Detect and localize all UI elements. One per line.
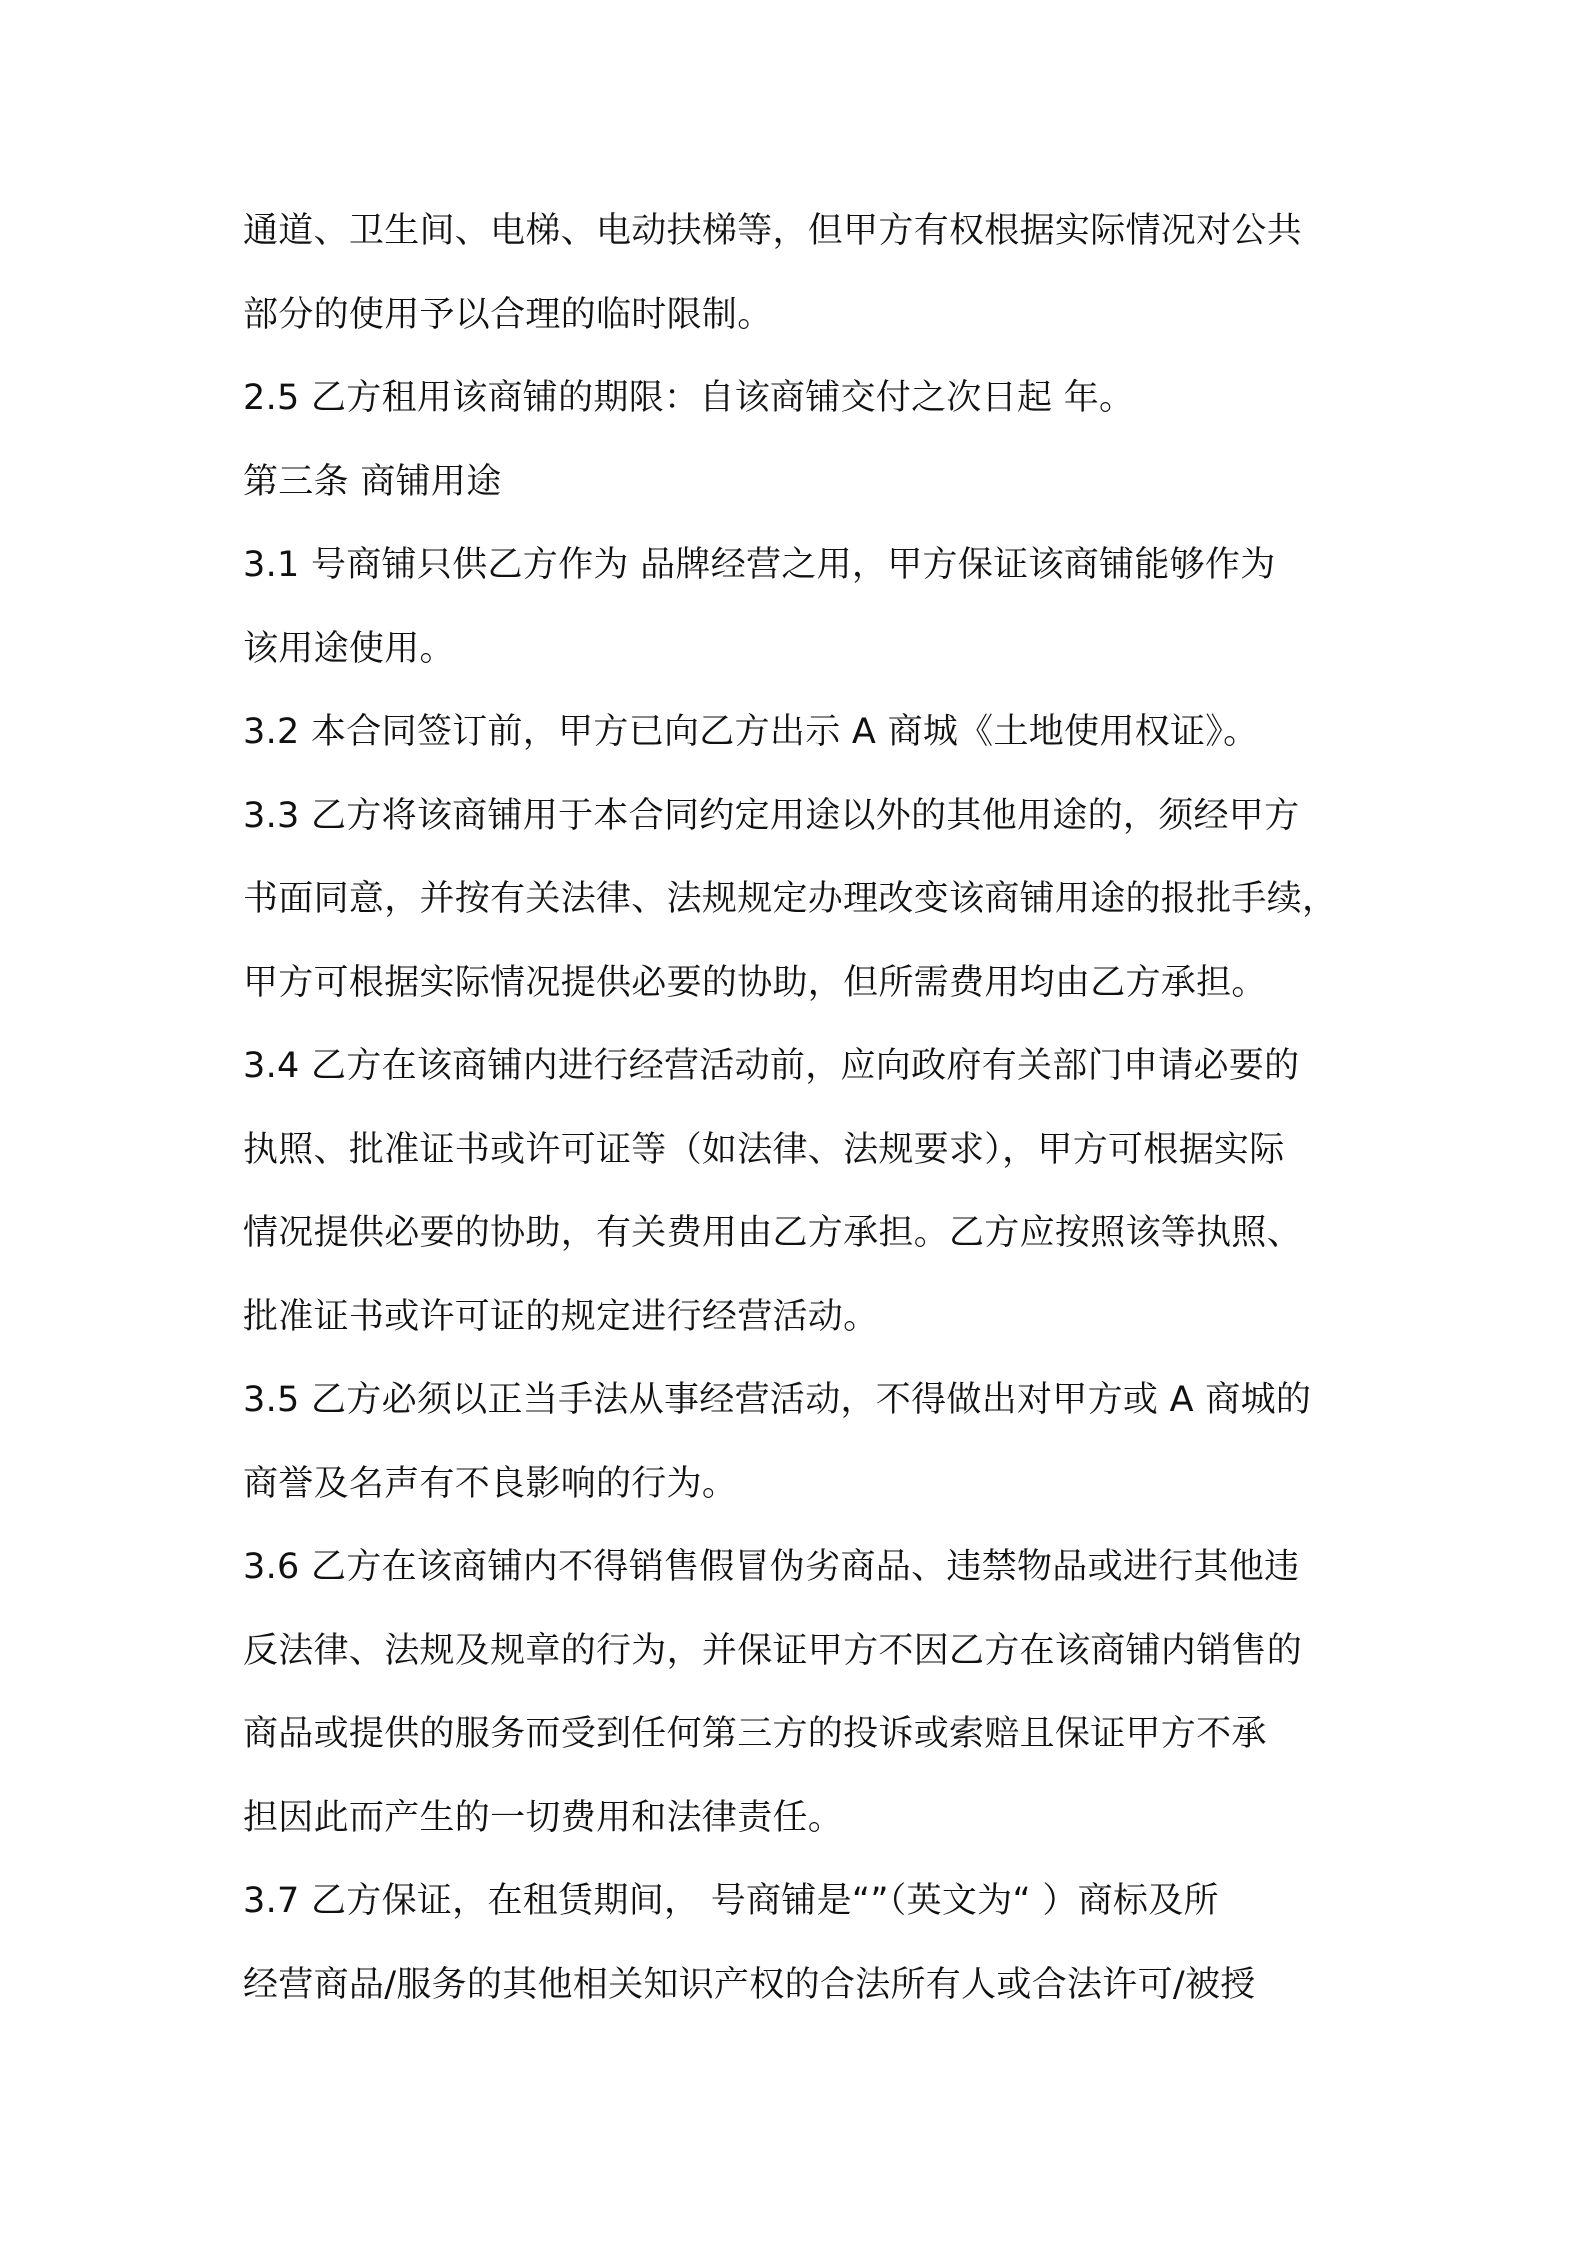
section-heading: 第三条 商铺用途 (243, 461, 502, 502)
text-line: 通道、卫生间、电梯、电动扶梯等，但甲方有权根据实际情况对公共 (243, 211, 1303, 251)
clause-3-7: 3.7 乙方保证，在租赁期间， 号商铺是“”（英文为“ ）商标及所 (243, 1881, 1219, 1921)
text-line: 部分的使用予以合理的临时限制。 (243, 294, 773, 335)
clause-2-5: 2.5 乙方租用该商铺的期限：自该商铺交付之次日起 年。 (243, 378, 1135, 418)
clause-3-4: 3.4 乙方在该商铺内进行经营活动前，应向政府有关部门申请必要的 (243, 1046, 1300, 1086)
text-line: 反法律、法规及规章的行为，并保证甲方不因乙方在该商铺内销售的 (243, 1630, 1303, 1671)
document-body (243, 190, 1353, 2027)
clause-3-2: 3.2 本合同签订前，甲方已向乙方出示 A 商城《土地使用权证》。 (243, 712, 1259, 752)
text-line: 书面同意，并按有关法律、法规规定办理改变该商铺用途的报批手续， (243, 879, 1338, 919)
clause-3-1: 3.1 号商铺只供乙方作为 品牌经营之用，甲方保证该商铺能够作为 (243, 545, 1276, 585)
text-line: 批准证书或许可证的规定进行经营活动。 (243, 1296, 879, 1337)
clause-3-6: 3.6 乙方在该商铺内不得销售假冒伪劣商品、违禁物品或进行其他违 (243, 1547, 1300, 1587)
text-line: 商誉及名声有不良影响的行为。 (243, 1463, 738, 1504)
clause-3-3: 3.3 乙方将该商铺用于本合同约定用途以外的其他用途的，须经甲方 (243, 795, 1300, 836)
text-line: 担因此而产生的一切费用和法律责任。 (243, 1797, 844, 1838)
text-line: 该用途使用。 (243, 628, 455, 669)
text-line: 经营商品/服务的其他相关知识产权的合法所有人或合法许可/被授 (243, 1964, 1256, 2005)
clause-3-5: 3.5 乙方必须以正当手法从事经营活动，不得做出对甲方或 A 商城的 (243, 1380, 1312, 1420)
text-line: 甲方可根据实际情况提供必要的协助，但所需费用均由乙方承担。 (243, 962, 1267, 1003)
text-line: 商品或提供的服务而受到任何第三方的投诉或索赔且保证甲方不承 (243, 1714, 1267, 1754)
text-line: 情况提供必要的协助，有关费用由乙方承担。乙方应按照该等执照、 (243, 1213, 1303, 1253)
text-line: 执照、批准证书或许可证等（如法律、法规要求），甲方可根据实际 (243, 1129, 1285, 1170)
